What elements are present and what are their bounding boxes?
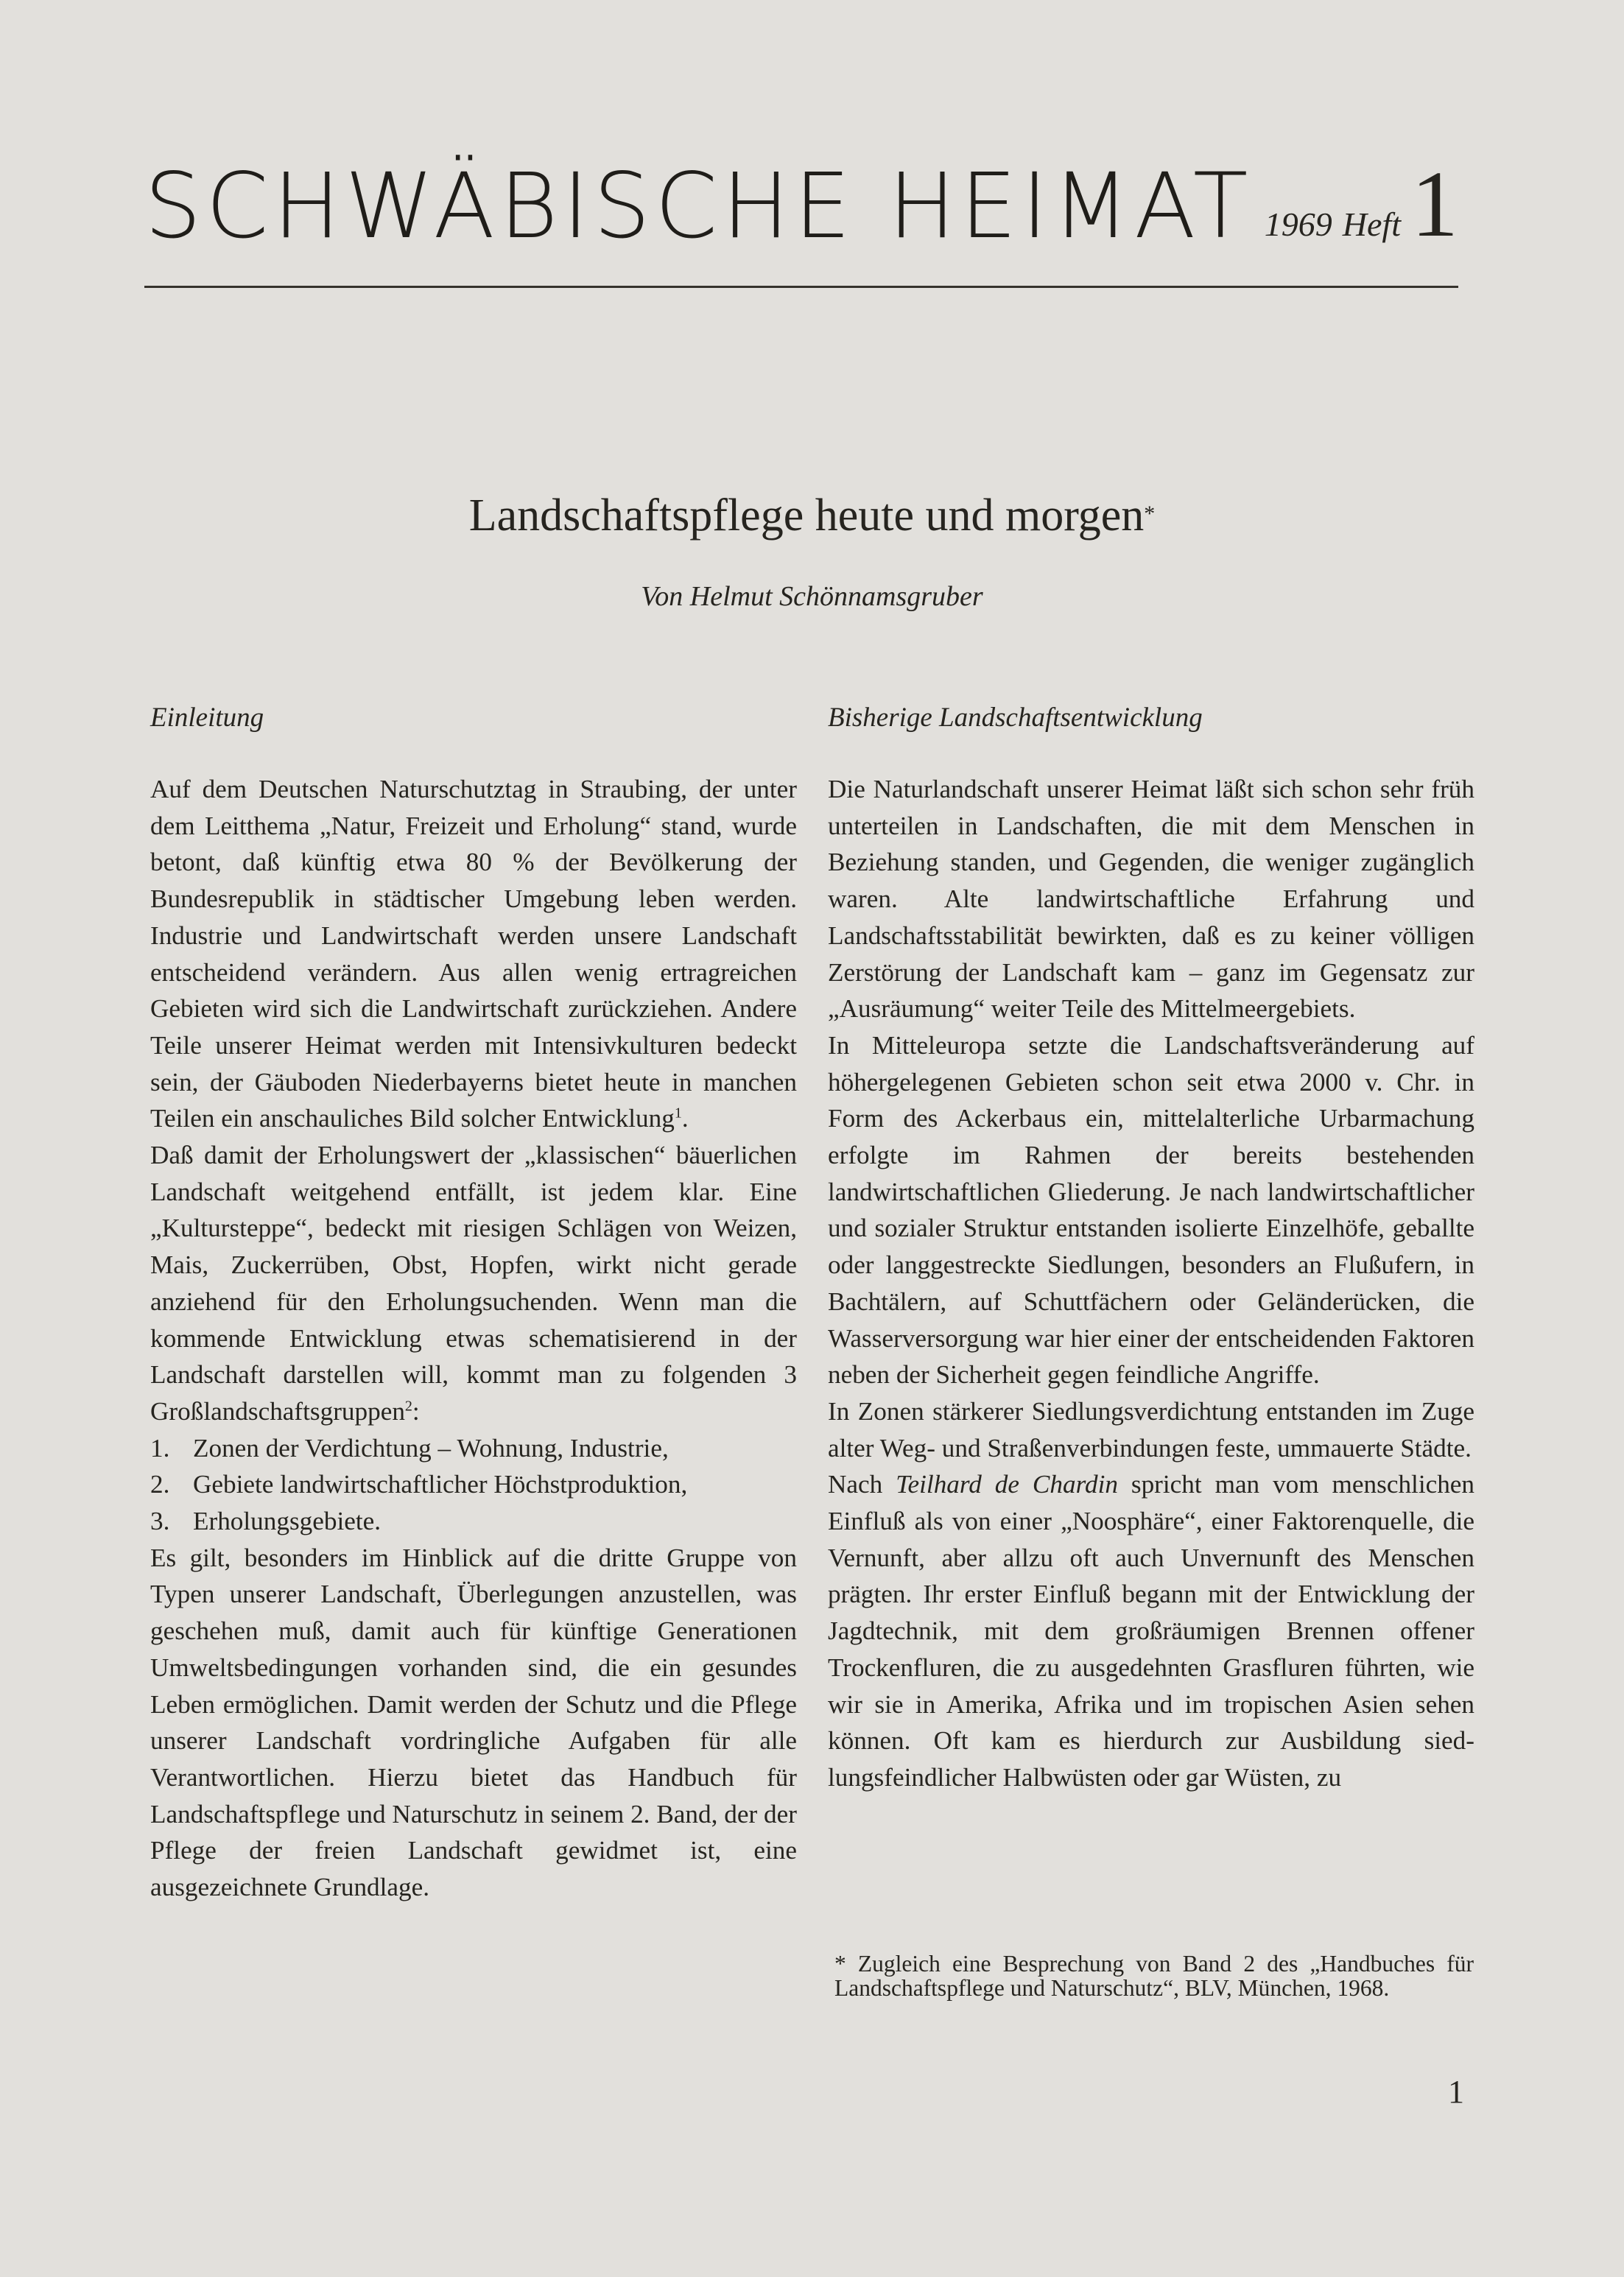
- list-item-text: Erholungsgebiete.: [193, 1507, 382, 1536]
- article-title-footnote-marker: *: [1144, 501, 1156, 526]
- footnote: * Zugleich eine Besprechung von Band 2 des „Handbuches für Landschaftspflege und Naturschutz“, BLV, München, 1968.: [834, 1951, 1474, 2001]
- article-title: [0, 485, 1624, 546]
- paragraph: In Zonen stärkerer Siedlungsverdichtung entstanden im Zuge alter Weg- und Straßenverbindungen feste, ummauerte Städte.: [828, 1396, 1474, 1463]
- paragraph: Es gilt, besonders im Hinblick auf die dritte Gruppe von Typen unserer Landschaft, Überlegungen anzustellen, was geschehen muß, damit auch für künftige Generationen Umweltsbedingungen vorhanden sind, die ein gesundes Leben ermöglichen. Damit werden der Schutz und die Pflege unserer Landschaft vordringliche Aufgaben für alle Verantwortlichen. Hierzu bietet das Handbuch für Landschaftspflege und Naturschutz in seinem 2. Band, der der Pflege der freien Landschaft gewidmet ist, eine ausgezeichnete Grundlage.: [150, 1543, 797, 1902]
- issue-number: 1: [1411, 152, 1458, 256]
- paragraph-end: .: [681, 1104, 689, 1133]
- paragraph: In Mitteleuropa setzte die Landschaftsveränderung auf höhergelegenen Gebieten schon seit etwa 2000 v. Chr. in Form des Ackerbaus ein, mittelalterliche Urbarmachung erfolgte im Rahmen der bereits bestehenden landwirtschaftlichen Gliederung. Je nach landwirtschaftlicher und sozialer Struktur entstanden isolierte Einzelhöfe, geballte oder langgestreckte Siedlungen, besonders an Flußufern, in Bachtälern, auf Schuttfächern oder Geländerücken, die Wasserversorgung war hier einer der entscheidenden Faktoren neben der Sicherheit gegen feindliche Angriffe.: [828, 1030, 1474, 1390]
- paragraph: Die Naturlandschaft unserer Heimat läßt sich schon sehr früh unterteilen in Landschaften, die mit dem Menschen in Beziehung standen, und Gegenden, die weniger zugänglich waren. Alte landwirtschaftliche Erfahrung und Landschaftsstabilität bewirkten, daß es zu keiner völligen Zerstörung der Landschaft kam – ganz im Gegensatz zur „Ausräumung“ weiter Teile des Mittelmeergebiets.: [828, 775, 1474, 1024]
- list-item-number: 3.: [150, 1507, 170, 1536]
- issue-info: [1264, 152, 1458, 256]
- landscape-group-list: [150, 1430, 797, 1540]
- list-item-number: 2.: [150, 1470, 170, 1499]
- right-column: [828, 700, 1474, 1796]
- list-item-number: 1.: [150, 1433, 170, 1463]
- paragraph-text: Daß damit der Erholungswert der „klassischen“ bäuerlichen Landschaft weitgehend entfällt, ist jedem klar. Eine „Kultursteppe“, bedeckt mit riesigen Schlägen von Weizen, Mais, Zuckerrüben, Obst, Hopfen, wirkt nicht gerade anziehend für den Erholungsuchenden. Wenn man die kommende Entwicklung etwas schematisierend in der Landschaft darstellen will, kommt man zu folgenden 3 Großlandschaftsgruppen: [150, 1141, 797, 1426]
- author-name-reference: Teilhard de Chardin: [896, 1470, 1118, 1499]
- list-item: [150, 1430, 797, 1467]
- footnote-ref: 2: [404, 1398, 412, 1415]
- list-item: [150, 1503, 797, 1540]
- paragraph-text: spricht man vom menschlichen Einfluß als von einer „Noosphäre“, einer Faktorenquelle, die Vernunft, aber allzu oft auch Unvernunft des Menschen prägten. Ihr erster Einfluß begann mit der Entwicklung der Jagdtechnik, mit dem großräumigen Brennen offener Trockenfluren, die zu ausgedehnten Grasfluren führten, wie wir sie in Amerika, Afrika und im tropischen Asien sehen können. Oft kam es hierdurch zur Ausbildung siedlungsfeindlicher Halbwüsten oder gar Wüsten, zu: [828, 1470, 1475, 1792]
- footnote-ref: 1: [674, 1105, 682, 1122]
- list-item-text: Gebiete landwirtschaftlicher Höchstproduktion,: [193, 1470, 688, 1499]
- paragraph: [150, 771, 797, 1137]
- journal-title: SCHWÄBISCHE HEIMAT: [144, 154, 1253, 258]
- paragraph: [150, 1137, 797, 1430]
- section-heading-landschaftsentwicklung: Bisherige Landschaftsentwicklung: [828, 703, 1203, 733]
- paragraph-text: Auf dem Deutschen Naturschutztag in Straubing, der unter dem Leitthema „Natur, Freizeit und Erholung“ stand, wurde betont, daß künftig etwa 80 % der Bevölkerung der Bundesrepublik in städtischer Umgebung leben werden. Industrie und Landwirtschaft werden unsere Landschaft entscheidend verändern. Aus allen wenig ertragreichen Gebieten wird sich die Landwirtschaft zurückziehen. Andere Teile unserer Heimat werden mit Intensivkulturen bedeckt sein, der Gäuboden Niederbayerns bietet heute in manchen Teilen ein anschauliches Bild solcher Entwicklung: [150, 775, 797, 1133]
- masthead-rule: [144, 286, 1458, 288]
- issue-heft-label: Heft: [1342, 205, 1401, 243]
- byline: Von Helmut Schönnamsgruber: [641, 581, 983, 612]
- page-number: 1: [1448, 2074, 1464, 2110]
- issue-year: 1969: [1264, 205, 1332, 243]
- paragraph-end: :: [412, 1396, 420, 1426]
- list-item-text: Zonen der Verdichtung – Wohnung, Industrie,: [193, 1433, 669, 1463]
- left-column: [150, 700, 797, 1906]
- paragraph: [828, 1466, 1474, 1795]
- list-item: [150, 1466, 797, 1503]
- article-title-text: Landschaftspflege heute und morgen: [468, 490, 1145, 541]
- masthead: [144, 151, 1458, 261]
- section-heading-einleitung: Einleitung: [150, 703, 264, 733]
- paragraph-text: Nach: [828, 1470, 883, 1499]
